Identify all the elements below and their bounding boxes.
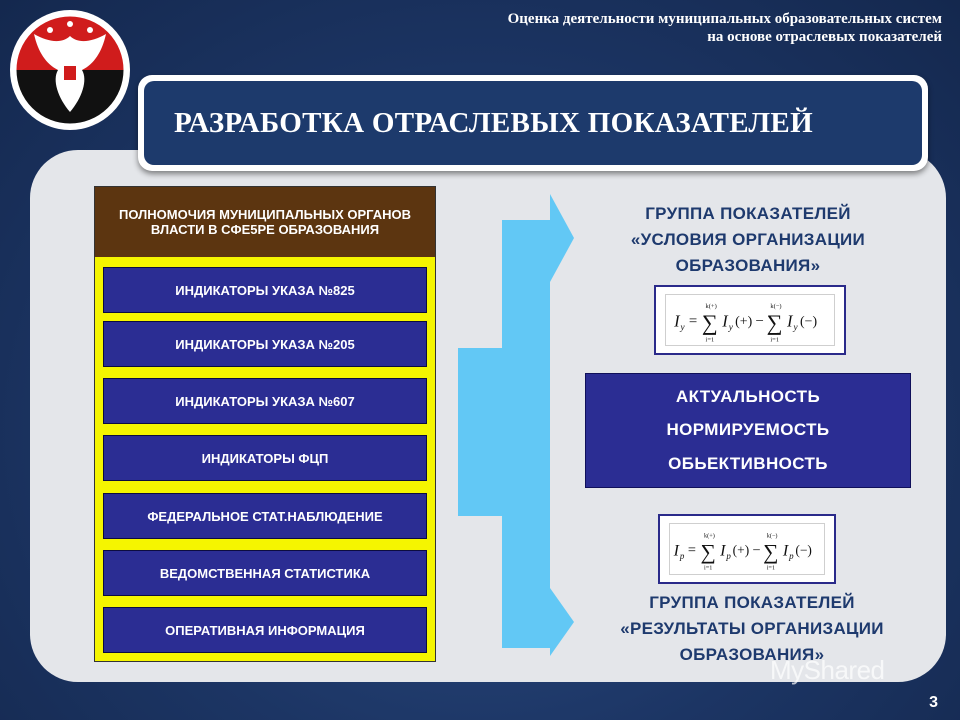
svg-text:y: y	[728, 323, 733, 334]
udmurtia-emblem-icon	[8, 8, 132, 132]
watermark: MyShared	[770, 655, 885, 685]
indicator-box: ИНДИКАТОРЫ УКАЗА №607	[103, 378, 427, 424]
svg-text:i=1: i=1	[770, 336, 780, 344]
indicator-box: ОПЕРАТИВНАЯ ИНФОРМАЦИЯ	[103, 607, 427, 653]
page-title: РАЗРАБОТКА ОТРАСЛЕВЫХ ПОКАЗАТЕЛЕЙ	[174, 106, 813, 139]
branch-arrow-icon	[450, 190, 590, 670]
subtitle-line-1: Оценка деятельности муниципальных образовательных систем	[507, 11, 942, 27]
svg-text:(−): (−)	[795, 542, 812, 558]
svg-text:k(−): k(−)	[766, 532, 778, 540]
svg-text:−: −	[752, 542, 761, 559]
indicator-box: ИНДИКАТОРЫ УКАЗА №825	[103, 267, 427, 313]
svg-text:(+): (+)	[732, 542, 750, 558]
svg-text:=: =	[687, 542, 696, 559]
svg-text:i=1: i=1	[705, 336, 715, 344]
formula-conditions	[654, 285, 846, 355]
group-conditions-title	[584, 201, 912, 279]
property-item: ОБЬЕКТИВНОСТЬ	[668, 454, 828, 474]
svg-text:k(−): k(−)	[770, 302, 782, 310]
formula-results-icon	[670, 524, 824, 574]
svg-text:I: I	[720, 542, 726, 560]
indicator-box: ФЕДЕРАЛЬНОЕ СТАТ.НАБЛЮДЕНИЕ	[103, 493, 427, 539]
svg-text:(−): (−)	[800, 314, 818, 330]
page-number: 3	[929, 694, 938, 711]
svg-text:∑: ∑	[766, 310, 783, 336]
formula-conditions-icon	[666, 295, 834, 345]
svg-text:p: p	[726, 550, 731, 561]
slide-subtitle	[322, 10, 942, 46]
svg-text:I: I	[787, 311, 793, 331]
indicator-box: ИНДИКАТОРЫ УКАЗА №205	[103, 321, 427, 367]
property-item: НОРМИРУЕМОСТЬ	[666, 420, 830, 440]
svg-text:y: y	[793, 323, 798, 334]
svg-text:I: I	[782, 542, 789, 560]
svg-text:∑: ∑	[700, 539, 716, 564]
authorities-column	[94, 186, 436, 662]
properties-box	[585, 373, 911, 488]
property-item: АКТУАЛЬНОСТЬ	[675, 386, 821, 406]
svg-text:p: p	[789, 550, 794, 561]
svg-text:y: y	[680, 323, 685, 334]
svg-text:k(+): k(+)	[705, 302, 717, 310]
formula-conditions-inner	[665, 294, 835, 346]
svg-text:I: I	[674, 311, 680, 331]
svg-text:i=1: i=1	[704, 564, 713, 572]
group-results-line-2: «РЕЗУЛЬТАТЫ ОРГАНИЗАЦИИ	[620, 619, 884, 638]
formula-results	[658, 514, 836, 584]
indicator-box: ВЕДОМСТВЕННАЯ СТАТИСТИКА	[103, 550, 427, 596]
svg-text:(+): (+)	[735, 314, 753, 330]
group-results-line-1: ГРУППА ПОКАЗАТЕЛЕЙ	[649, 593, 855, 612]
svg-text:I: I	[673, 542, 679, 560]
indicator-box: ИНДИКАТОРЫ ФЦП	[103, 435, 427, 481]
subtitle-line-2: на основе отраслевых показателей	[707, 29, 942, 45]
svg-text:∑: ∑	[763, 539, 779, 564]
title-box	[138, 75, 928, 171]
group-conditions-line-2: «УСЛОВИЯ ОРГАНИЗАЦИИ	[630, 230, 866, 249]
authorities-heading: ПОЛНОМОЧИЯ МУНИЦИПАЛЬНЫХ ОРГАНОВ ВЛАСТИ В СФЕ5РЕ ОБРАЗОВАНИЯ	[95, 187, 435, 257]
group-results-line-3: ОБРАЗОВАНИЯ»	[679, 645, 825, 664]
svg-text:k(+): k(+)	[704, 532, 715, 540]
svg-text:=: =	[688, 313, 698, 330]
svg-text:i=1: i=1	[766, 564, 776, 572]
formula-results-inner	[669, 523, 825, 575]
group-conditions-line-1: ГРУППА ПОКАЗАТЕЛЕЙ	[645, 204, 851, 223]
svg-text:p: p	[679, 550, 685, 561]
title-inner	[144, 81, 922, 165]
svg-text:∑: ∑	[701, 310, 718, 336]
group-conditions-line-3: ОБРАЗОВАНИЯ»	[675, 256, 821, 275]
svg-text:−: −	[755, 313, 764, 330]
svg-text:I: I	[722, 311, 728, 331]
